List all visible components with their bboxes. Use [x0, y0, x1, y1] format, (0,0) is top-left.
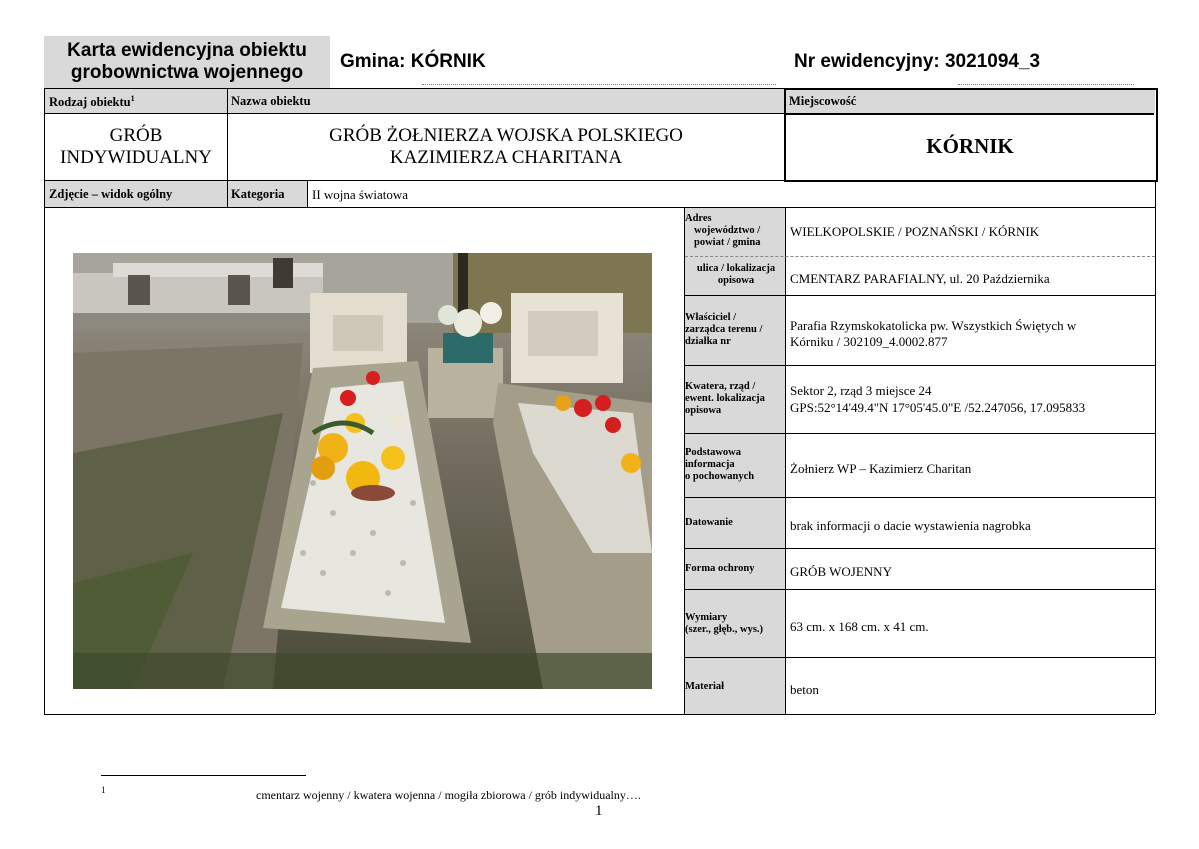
- rodzaj-obiektu-label: Rodzaj obiektu$^1$: [49, 94, 135, 110]
- footnote-text: cmentarz wojenny / kwatera wojenna / mogiła zbiorowa / grób indywidualny….: [256, 788, 641, 802]
- forma-ochrony-label: Forma ochrony: [685, 563, 755, 574]
- registry-number: Nr ewidencyjny: 3021094_3: [794, 51, 1041, 72]
- card-title-line2: grobownictwa wojennego: [70, 62, 304, 83]
- nazwa-obiektu-value: GRÓB ŻOŁNIERZA WOJSKA POLSKIEGO KAZIMIERZA CHARITANA: [329, 125, 683, 168]
- datowanie-value: brak informacji o dacie wystawienia nagrobka: [790, 518, 1031, 533]
- material-label: Materiał: [685, 681, 725, 692]
- gmina-heading: Gmina: KÓRNIK: [340, 51, 486, 72]
- wlasciciel-label: Właściciel / zarządca terenu / działka nr: [685, 312, 763, 347]
- adres-value: WIELKOPOLSKIE / POZNAŃSKI / KÓRNIK: [790, 224, 1040, 239]
- podstawowa-label: Podstawowa informacja o pochowanych: [685, 447, 755, 482]
- registry-dotted-line: [958, 84, 1134, 85]
- kategoria-value: II wojna światowa: [312, 187, 409, 202]
- ulica-label: ulica / lokalizacja opisowa: [696, 263, 776, 286]
- kwatera-label: Kwatera, rząd / ewent. lokalizacja opisowa: [685, 381, 765, 416]
- gmina-dotted-line: [422, 84, 776, 85]
- nazwa-obiektu-label: Nazwa obiektu: [231, 94, 311, 108]
- kategoria-label: Kategoria: [231, 187, 285, 201]
- forma-ochrony-value: GRÓB WOJENNY: [790, 564, 892, 579]
- material-value: beton: [790, 682, 819, 697]
- ulica-value: CMENTARZ PARAFIALNY, ul. 20 Października: [790, 271, 1050, 286]
- miejscowosc-label: Miejscowość: [789, 94, 857, 108]
- card-title: [44, 36, 330, 88]
- grave-photo: [73, 253, 652, 689]
- zdjecie-label: Zdjęcie – widok ogólny: [49, 187, 173, 201]
- kwatera-value: Sektor 2, rząd 3 miejsce 24 GPS:52°14'49.4"N 17°05'45.0"E /52.247056, 17.095833: [790, 383, 1086, 415]
- nazwa-label-bg: [228, 89, 784, 113]
- miejscowosc-value: KÓRNIK: [926, 134, 1014, 158]
- card-title-line1: Karta ewidencyjna obiektu: [67, 40, 307, 61]
- datowanie-label: Datowanie: [685, 517, 733, 528]
- page-number: 1: [595, 803, 603, 819]
- wlasciciel-value: Parafia Rzymskokatolicka pw. Wszystkich Świętych w Kórniku / 302109_4.0002.877: [790, 318, 1077, 349]
- wymiary-value: 63 cm. x 168 cm. x 41 cm.: [790, 619, 929, 634]
- podstawowa-value: Żołnierz WP – Kazimierz Charitan: [790, 461, 972, 476]
- adres-title: Adres: [685, 213, 712, 224]
- rodzaj-obiektu-value: GRÓB INDYWIDUALNY: [60, 125, 212, 168]
- wymiary-label: Wymiary (szer., głęb., wys.): [685, 612, 764, 635]
- adres-label: województwo / powiat / gmina: [694, 225, 761, 248]
- footnote-separator: [101, 775, 306, 776]
- footnote-mark: 1: [101, 785, 106, 795]
